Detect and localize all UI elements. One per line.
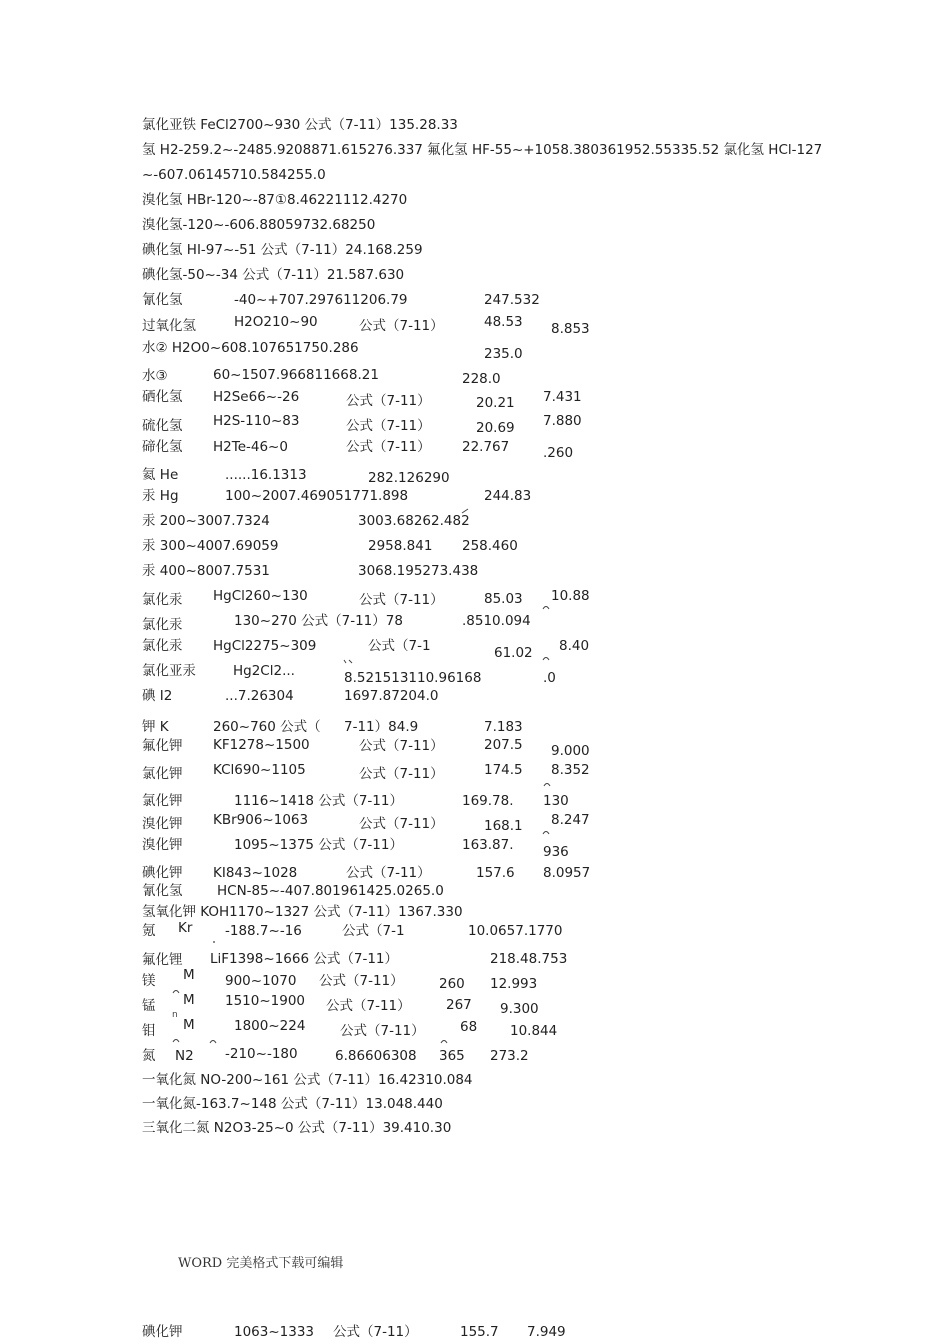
row-name: 氯化钾 — [142, 766, 183, 782]
row-name: 碘化钾 — [142, 865, 183, 881]
stray-mark — [343, 659, 353, 665]
cell: 8.352 — [551, 762, 590, 778]
row-name: 氪 — [142, 923, 156, 939]
stray-mark — [212, 940, 216, 944]
cell: 9.000 — [551, 743, 590, 759]
row-name: 氯化汞 — [142, 592, 183, 608]
stray-mark: n — [172, 1010, 178, 1020]
stray-mark — [461, 508, 469, 514]
cell: 公式（7-11） — [333, 1324, 418, 1340]
row-name: 碘 I2 — [142, 688, 173, 704]
cell: KCl690~1105 — [213, 762, 306, 778]
cell: 公式（7-11） — [346, 418, 431, 434]
cell: Kr — [178, 920, 193, 936]
text-line: 溴化氢-120~-606.88059732.68250 — [142, 217, 376, 233]
cell: 公式（7-11） — [346, 865, 431, 881]
cell: 48.53 — [484, 314, 523, 330]
cell: 6.86606308 — [335, 1048, 417, 1064]
stray-mark — [543, 781, 551, 787]
cell: 267 — [446, 997, 472, 1013]
stray-mark — [542, 829, 550, 835]
cell: H2O210~90 — [234, 314, 318, 330]
cell: 9.300 — [500, 1001, 539, 1017]
text-line: 氯化亚铁 FeCl2700~930 公式（7-11）135.28.33 — [142, 117, 458, 133]
cell: 61.02 — [494, 645, 533, 661]
cell: 936 — [543, 844, 569, 860]
row-name: 钾 K — [142, 719, 169, 735]
row-name: 汞 200~3007.7324 — [142, 513, 270, 529]
cell: 260 — [439, 976, 465, 992]
row-name: 氟化锂 — [142, 952, 183, 968]
stray-mark — [542, 604, 550, 610]
cell: -40~+707.297611206.79 — [234, 292, 408, 308]
cell: 258.460 — [462, 538, 518, 554]
row-name: 溴化钾 — [142, 837, 183, 853]
cell: 公式（7-11） — [326, 998, 411, 1014]
cell: 10.844 — [510, 1023, 558, 1039]
cell: KI843~1028 — [213, 865, 298, 881]
cell: 157.6 — [476, 865, 515, 881]
row-name: 氯化钾 — [142, 793, 183, 809]
cell: LiF1398~1666 公式（7-11） — [210, 951, 398, 967]
cell: 244.83 — [484, 488, 532, 504]
cell: 公式（7-1 — [342, 923, 405, 939]
cell: 8.521513110.96168 — [344, 670, 482, 686]
cell: 20.21 — [476, 395, 515, 411]
cell: 3003.68262.482 — [358, 513, 470, 529]
cell: 7-11）84.9 — [344, 719, 419, 735]
text-line: 氢 H2-259.2~-2485.9208871.615276.337 氟化氢 HF-55~+1058.380361952.55335.52 氯化氢 HCl-127 — [142, 142, 823, 158]
cell: 公式（7-11） — [359, 738, 444, 754]
cell: 174.5 — [484, 762, 523, 778]
row-name: 锰 — [142, 998, 156, 1014]
cell: 12.993 — [490, 976, 538, 992]
cell: 282.126290 — [368, 470, 450, 486]
page-footer: WORD 完美格式下载可编辑 — [178, 1256, 344, 1271]
cell: 10.88 — [551, 588, 590, 604]
cell: HCN-85~-407.801961425.0265.0 — [217, 883, 444, 899]
cell: ...7.26304 — [225, 688, 294, 704]
cell: 100~2007.469051771.898 — [225, 488, 409, 504]
cell: M — [183, 992, 195, 1008]
cell: 1510~1900 — [225, 993, 306, 1009]
cell: 1063~1333 — [234, 1324, 315, 1340]
row-name: 碲化氢 — [142, 439, 183, 455]
text-line: 一氧化氮-163.7~148 公式（7-11）13.048.440 — [142, 1096, 443, 1112]
cell: 85.03 — [484, 591, 523, 607]
cell: 260~760 公式（ — [213, 719, 321, 735]
cell: 20.69 — [476, 420, 515, 436]
row-name: 氢氧化钾 KOH1170~1327 公式（7-11）1367.330 — [142, 904, 463, 920]
cell: 7.183 — [484, 719, 523, 735]
row-name: 汞 400~8007.7531 — [142, 563, 270, 579]
cell: KBr906~1063 — [213, 812, 309, 828]
cell: 公式（7-11） — [359, 766, 444, 782]
cell: 公式（7-11） — [346, 393, 431, 409]
cell: H2Te-46~0 — [213, 439, 288, 455]
row-name: 汞 Hg — [142, 488, 179, 504]
cell: 273.2 — [490, 1048, 529, 1064]
cell: .260 — [543, 445, 574, 461]
cell: 8.247 — [551, 812, 590, 828]
cell: 公式（7-11） — [346, 439, 431, 455]
cell: 公式（7-11） — [319, 973, 404, 989]
row-name: 水② H2O0~608.107651750.286 — [142, 340, 359, 356]
cell: .0 — [543, 670, 556, 686]
cell: 60~1507.966811668.21 — [213, 367, 379, 383]
cell: Hg2Cl2... — [233, 663, 295, 679]
cell: 1800~224 — [234, 1018, 306, 1034]
text-line: ~-607.06145710.584255.0 — [142, 167, 326, 183]
cell: N2 — [175, 1048, 194, 1064]
stray-mark — [542, 655, 550, 661]
cell: 228.0 — [462, 371, 501, 387]
cell: 1697.87204.0 — [344, 688, 439, 704]
row-name: 氯化汞 — [142, 617, 183, 633]
row-name: 氯化亚汞 — [142, 663, 196, 679]
row-name: 硒化氢 — [142, 389, 183, 405]
row-name: 氰化氢 — [142, 292, 183, 308]
text-line: 溴化氢 HBr-120~-87①8.46221112.4270 — [142, 192, 408, 208]
cell: 155.7 — [460, 1324, 499, 1340]
cell: 8.853 — [551, 321, 590, 337]
cell: 130 — [543, 793, 569, 809]
text-line: 碘化氢-50~-34 公式（7-11）21.587.630 — [142, 267, 405, 283]
row-name: 溴化钾 — [142, 816, 183, 832]
row-name: 碘化钾 — [142, 1324, 183, 1340]
row-name: 氮 — [142, 1048, 156, 1064]
row-name: 硫化氢 — [142, 418, 183, 434]
stray-mark — [172, 1037, 180, 1043]
cell: 235.0 — [484, 346, 523, 362]
row-name: 水③ — [142, 368, 168, 384]
text-line: 碘化氢 HI-97~-51 公式（7-11）24.168.259 — [142, 242, 423, 258]
cell: H2S-110~83 — [213, 413, 300, 429]
cell: 218.48.753 — [490, 951, 568, 967]
cell: 3068.195273.438 — [358, 563, 479, 579]
cell: 7.949 — [527, 1324, 566, 1340]
cell: M — [183, 967, 195, 983]
stray-mark — [440, 1038, 448, 1044]
row-name: 过氧化氢 — [142, 318, 196, 334]
cell: 68 — [460, 1019, 478, 1035]
cell: KF1278~1500 — [213, 737, 310, 753]
text-line: 一氧化氮 NO-200~161 公式（7-11）16.42310.084 — [142, 1072, 473, 1088]
cell: 8.40 — [559, 638, 590, 654]
row-name: 钼 — [142, 1023, 156, 1039]
cell: 10.0657.1770 — [468, 923, 563, 939]
cell: 公式（7-11） — [359, 592, 444, 608]
cell: 163.87. — [462, 837, 514, 853]
row-name: 氰化氢 — [142, 883, 183, 899]
cell: 公式（7-11） — [359, 318, 444, 334]
cell: 22.767 — [462, 439, 510, 455]
stray-mark — [172, 988, 180, 994]
cell: ......16.1313 — [225, 467, 307, 483]
cell: 公式（7-11） — [340, 1023, 425, 1039]
cell: 365 — [439, 1048, 465, 1064]
cell: 900~1070 — [225, 973, 297, 989]
cell: 169.78. — [462, 793, 514, 809]
cell: 公式（7-1 — [368, 638, 431, 654]
cell: 130~270 公式（7-11）78 — [234, 613, 403, 629]
cell: M — [183, 1017, 195, 1033]
cell: 2958.841 — [368, 538, 433, 554]
cell: 8.0957 — [543, 865, 591, 881]
row-name: 氟化钾 — [142, 738, 183, 754]
row-name: 汞 300~4007.69059 — [142, 538, 279, 554]
cell: 7.431 — [543, 389, 582, 405]
stray-mark — [209, 1038, 217, 1044]
cell: HgCl2275~309 — [213, 638, 317, 654]
cell: 247.532 — [484, 292, 540, 308]
row-name: 氦 He — [142, 467, 179, 483]
row-name: 氯化汞 — [142, 638, 183, 654]
cell: H2Se66~-26 — [213, 389, 300, 405]
cell: HgCl260~130 — [213, 588, 308, 604]
cell: 7.880 — [543, 413, 582, 429]
text-line: 三氧化二氮 N2O3-25~0 公式（7-11）39.410.30 — [142, 1120, 452, 1136]
cell: 1116~1418 公式（7-11） — [234, 793, 403, 809]
cell: .8510.094 — [462, 613, 531, 629]
cell: 公式（7-11） — [359, 816, 444, 832]
row-name: 镁 — [142, 973, 156, 989]
cell: 168.1 — [484, 818, 523, 834]
cell: -210~-180 — [225, 1046, 298, 1062]
cell: 207.5 — [484, 737, 523, 753]
cell: 1095~1375 公式（7-11） — [234, 837, 403, 853]
cell: -188.7~-16 — [225, 923, 302, 939]
